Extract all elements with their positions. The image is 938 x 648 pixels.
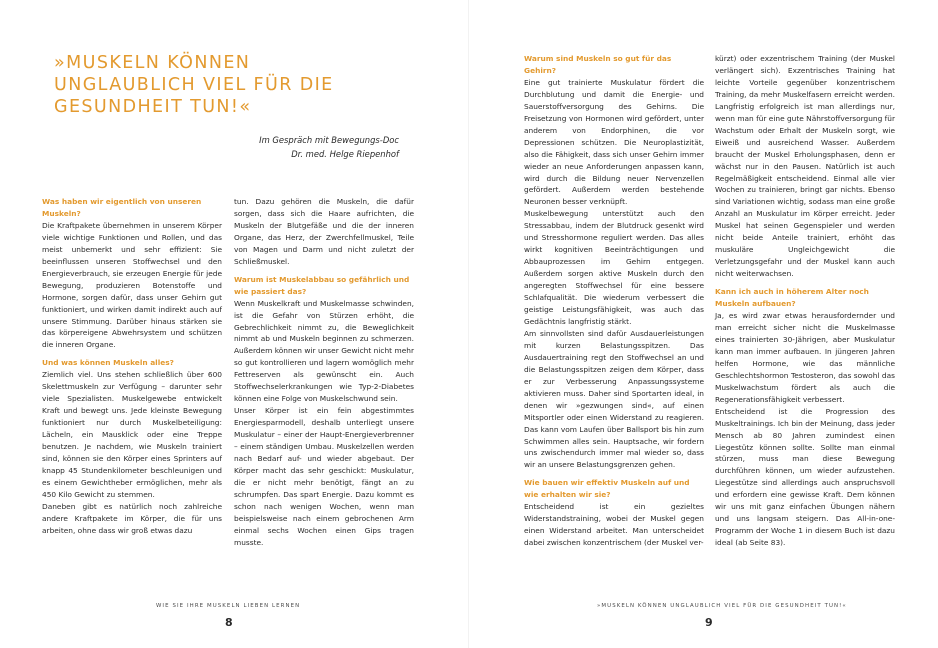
answer-paragraph: Unser Körper ist ein fein abgestimmtes Energiesparmodell, deshalb unterliegt unsere Muskulatur – einer der Haupt-Energieverbrenner – einem ständigen Umbau. Muskelzellen werden nach Bedarf auf- und wieder abgebaut. Der Körper macht das sehr geschickt: Muskulatur, die er nicht mehr benötigt, fängt an zu schrumpfen. Das spart Energie. Dazu kommt es schon nach wenigen Wochen, wenn man beispielsweise nach einem gebrochenen Arm einmal sechs Wochen einen Gips tragen musste. — [234, 406, 414, 547]
question-heading: Kann ich auch in höherem Alter noch Muskeln aufbauen? — [715, 287, 869, 309]
right-column-2 — [715, 53, 895, 549]
question-heading: Warum ist Muskelabbau so gefährlich und wie passiert das? — [234, 274, 410, 296]
left-column-1 — [42, 196, 222, 537]
page-number: 8 — [225, 616, 233, 629]
article-title: »MUSKELN KÖNNEN UNGLAUBLICH VIEL FÜR DIE GESUNDHEIT TUN!« — [54, 53, 334, 117]
question-heading: Wie bauen wir effektiv Muskeln auf und wie erhalten wir sie? — [524, 478, 690, 500]
answer-paragraph: Am sinnvollsten sind dafür Ausdauerleistungen mit kurzen Belastungsspitzen. Das Ausdauertraining regt den Stoffwechsel an und die Belastungsspitzen zeigen dem Körper, dass er zur Verbesserung Anpassungssysteme aktivieren muss. Daher sind Sportarten ideal, in denen wir »gezwungen sind«, auf einen Mitsportler oder einen Widerstand zu reagieren. Das kann vom Laufen über Ballsport bis hin zum Schwimmen alles sein. Hauptsache, wir fordern uns zwischendurch immer mal wieder so, dass wir an unsere Belastungsgrenzen gehen. — [524, 328, 704, 470]
answer-paragraph: Entscheidend ist die Progression des Muskeltrainings. Ich bin der Meinung, dass jeder Mensch ab 80 Jahren zumindest einen Liegestütz können sollte. Sollte man einmal stürzen, muss man diese Bewegung durchführen können, um wieder aufzustehen. Liegestütze sind allerdings auch anspruchsvoll und erfordern eine gewisse Kraft. Dem können wir uns mit ganz einfachen Übungen nähern und uns langsam steigern. Das All-in-one-Programm der Woche 1 in diesem Buch ist dazu ideal (ab Seite 83). — [715, 406, 895, 548]
question-heading: Und was können Muskeln alles? — [42, 358, 174, 368]
answer-paragraph: Ja, es wird zwar etwas herausfordernder und man erreicht sicher nicht die Muskelmasse eines trainierten 30-Jährigen, aber Muskulatur kann man immer aufbauen. In jüngeren Jahren helfen Hormone, wie das männliche Geschlechtshormon Testosteron, das sowohl das Muskelwachstum fördert als auch die Regenerationsfähigkeit verbessert. — [715, 311, 895, 404]
running-footer: WIE SIE IHRE MUSKELN LIEBEN LERNEN — [156, 603, 301, 609]
right-column-1 — [524, 53, 704, 549]
interview-subtitle — [139, 133, 399, 161]
answer-paragraph: kürzt) oder exzentrischem Training (der Muskel verlängert sich). Exzentrisches Training hat leichte Vorteile gegenüber konzentrischem Training, da mehr Muskelfasern erreicht werden. Langfristig erfolgreich ist man allerdings nur, wenn man für eine gute Nährstoffversorgung für Wachstum oder Erhalt der Muskeln sorgt, wie Eiweiß und ausreichend Wasser. Außerdem braucht der Muskel Erholungsphasen, denn er wächst nur in den Pausen. Natürlich ist auch Regelmäßigkeit entscheidend. Einmal alle vier Wochen zu trainieren, bringt gar nichts. Ebenso sind Variationen wichtig, sodass man eine große Anzahl an Muskulatur im Körper erreicht. Jeder Muskel hat seinen Gegenspieler und werden nicht beide Anteile trainiert, erhöht das muskuläre Ungleichgewicht die Verletzungsgefahr und der Muskel kann auch nicht weiterwachsen. — [715, 54, 895, 279]
answer-paragraph: Entscheidend ist ein gezieltes Widerstandstraining, wobei der Muskel gegen einen Widerstand arbeitet. Man unterscheidet dabei zwischen konzentrischem (der Muskel ver- — [524, 502, 704, 548]
answer-paragraph: Die Kraftpakete übernehmen in unserem Körper viele wichtige Funktionen und Rollen, und das meist unbemerkt und sehr effizient: Sie beeinflussen unseren Stoffwechsel und den Energieverbrauch, sie erzeugen Energie für jede Bewegung, produzieren Botenstoffe und Hormone, sorgen dafür, dass unser Gehirn gut funktioniert, und wirken damit indirekt auch auf unsere Stimmung. Darüber hinaus stärken sie das körpereigene Abwehrsystem und schützen die inneren Organe. — [42, 220, 222, 350]
running-footer: »MUSKELN KÖNNEN UNGLAUBLICH VIEL FÜR DIE GESUNDHEIT TUN!« — [597, 603, 847, 609]
answer-paragraph: Ziemlich viel. Uns stehen schließlich über 600 Skelettmuskeln zur Verfügung – darunter sehr viele Spezialisten. Muskelgewebe entwickelt Kraft und bewegt uns. Jede kleinste Bewegung funktioniert nur durch Muskelbeteiligung: Lächeln, ein Mausklick oder eine Treppe benutzen. Je nachdem, wie Muskeln trainiert sind, können sie den Körper eines Sprinters auf knapp 45 Stundenkilometer beschleunigen und es einem Gewichtheber ermöglichen, mehr als 450 Kilo Gewicht zu stemmen. — [42, 370, 222, 499]
question-heading: Was haben wir eigentlich von unseren Muskeln? — [42, 197, 202, 218]
answer-paragraph: Muskelbewegung unterstützt auch den Stressabbau, indem der Blutdruck gesenkt wird und Stresshormone reguliert werden. Das alles wirkt kognitiven Beeinträchtigungen und Abbauprozessen im Gehirn entgegen. Außerdem sorgen aktive Muskeln durch den angeregten Stoffwechsel für eine bessere Schlafqualität. Die wiederum verbessert die geistige Leistungsfähigkeit, was auch das Gedächtnis langfristig stärkt. — [524, 209, 704, 326]
subtitle-line-1: Im Gespräch mit Bewegungs-Doc — [259, 135, 399, 145]
subtitle-line-2: Dr. med. Helge Riepenhof — [291, 149, 399, 159]
right-page — [469, 0, 938, 648]
page-number: 9 — [705, 616, 713, 629]
answer-paragraph: Eine gut trainierte Muskulatur fördert die Durchblutung und damit die Energie- und Sauerstoffversorgung des Gehirns. Die Freisetzung von Hormonen wird gefördert, unter anderem von Endorphinen, die vor Depressionen schützen. Die Neuroplastizität, also die Fähigkeit, dass sich unser Gehirn immer wieder an neue Anforderungen anpassen kann, wird durch die Bildung neuer Nervenzellen gefördert. Außerdem werden bestehende Neuronen besser verknüpft. — [524, 77, 704, 207]
left-column-2 — [234, 196, 414, 549]
answer-paragraph: Daneben gibt es natürlich noch zahlreiche andere Kraftpakete im Körper, die für uns arbeiten, ohne dass wir groß etwas dazu — [42, 501, 222, 535]
answer-paragraph: Wenn Muskelkraft und Muskelmasse schwinden, ist die Gefahr von Stürzen erhöht, die Gebrechlichkeit nimmt zu, die Beweglichkeit nimmt ab und Muskeln beginnen zu schmerzen. Außerdem können wir unser Gewicht nicht mehr so gut kontrollieren und lagern womöglich mehr Fettreserven als gewünscht ein. Auch Stoffwechselerkrankungen wie Typ-2-Diabetes können eine Folge von Muskelschwund sein. — [234, 298, 414, 404]
answer-paragraph: tun. Dazu gehören die Muskeln, die dafür sorgen, dass sich die Haare aufrichten, die Muskeln der Blutgefäße und die der inneren Organe, das Herz, der Zwerchfellmuskel, Teile von Magen und Darm und nicht zuletzt der Schließmuskel. — [234, 197, 414, 266]
question-heading: Warum sind Muskeln so gut für das Gehirn? — [524, 54, 672, 75]
